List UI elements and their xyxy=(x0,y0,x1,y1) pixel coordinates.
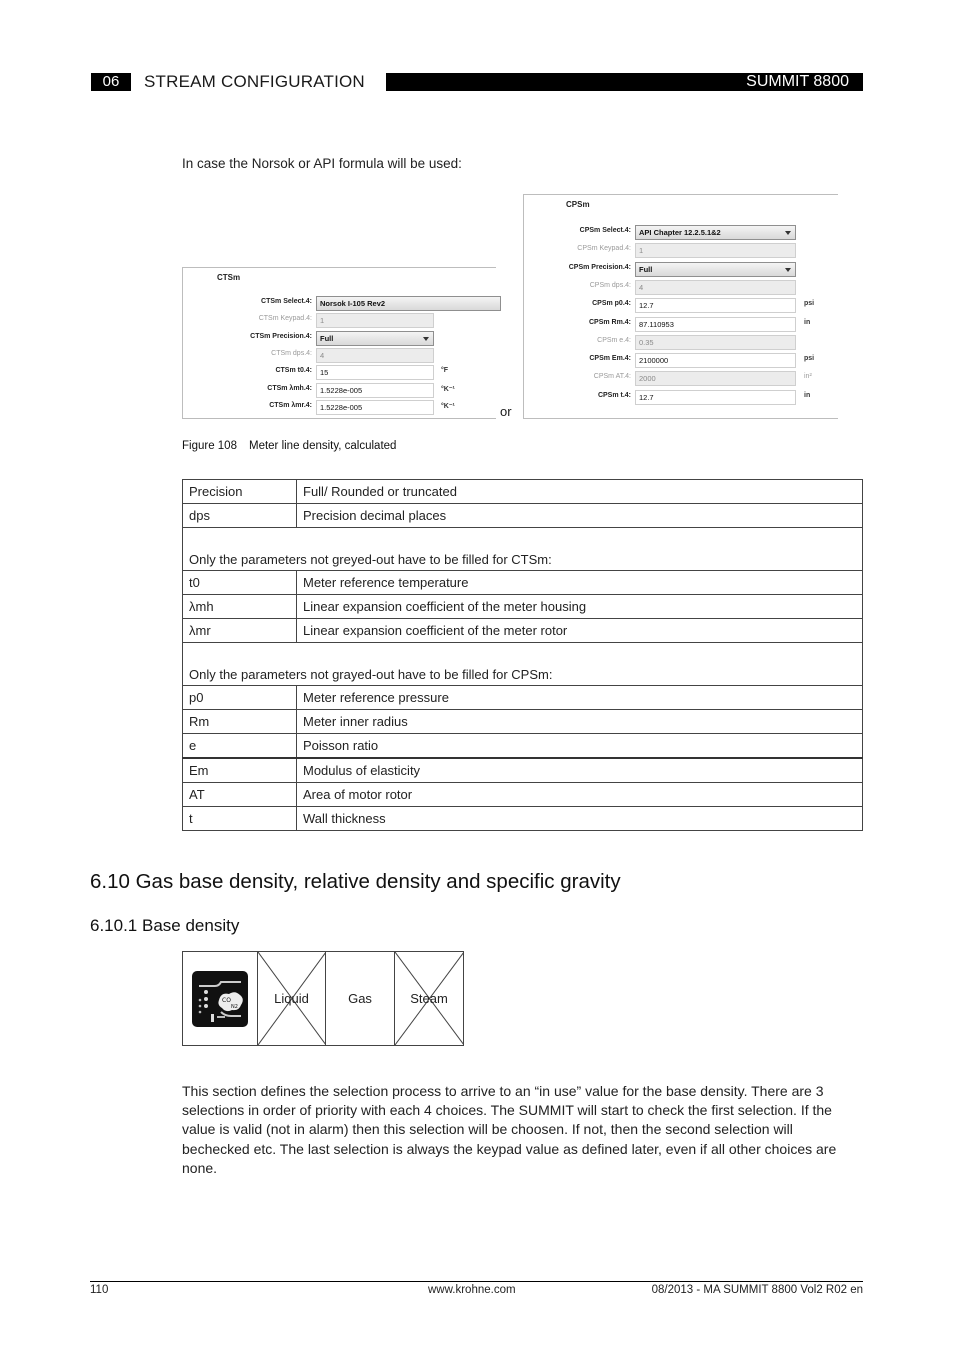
table-row xyxy=(183,504,863,528)
cps-input: 4 xyxy=(635,280,796,295)
chevron-down-icon xyxy=(785,231,791,235)
cps-unit-label: psi xyxy=(804,300,815,308)
parameter-description: Precision decimal places xyxy=(297,504,863,528)
cps-input: 2000 xyxy=(635,371,796,386)
cts-unit-label: °K⁻¹ xyxy=(441,402,455,410)
cps-panel-title: CPSm xyxy=(566,200,590,209)
cps-field-label: CPSm Precision.4: xyxy=(568,263,631,271)
cps-row xyxy=(524,243,838,258)
table-row xyxy=(183,807,863,831)
parameter-description: Linear expansion coefficient of the meter housing xyxy=(297,595,863,619)
parameter-symbol: AT xyxy=(183,783,297,807)
cts-input[interactable]: 1.5228e-005 xyxy=(316,400,434,415)
medium-label: Steam xyxy=(410,991,448,1006)
footer-rule xyxy=(90,1281,863,1282)
cps-field-label: CPSm Em.4: xyxy=(589,355,631,363)
parameter-symbol: Em xyxy=(183,758,297,783)
cps-row xyxy=(524,280,838,295)
cts-row xyxy=(183,348,496,363)
parameter-description: Area of motor rotor xyxy=(297,783,863,807)
parameter-symbol: t xyxy=(183,807,297,831)
subsection-heading: 6.10.1 Base density xyxy=(90,916,240,935)
table-row xyxy=(183,734,863,759)
cps-field-label: CPSm e.4: xyxy=(597,336,631,344)
cts-field-label: CTSm Precision.4: xyxy=(250,332,312,340)
section-heading: 6.10 Gas base density, relative density and specific gravity xyxy=(90,870,621,893)
medium-label: Gas xyxy=(348,991,372,1006)
figure-caption-text: Meter line density, calculated xyxy=(248,440,397,452)
parameter-description: Meter inner radius xyxy=(297,710,863,734)
parameter-symbol: dps xyxy=(183,504,297,528)
table-row xyxy=(183,686,863,710)
media-applicability-strip xyxy=(182,951,464,1046)
base-density-function-icon xyxy=(183,952,257,1045)
chapter-title: STREAM CONFIGURATION xyxy=(144,72,365,91)
cts-field-label: CTSm Select.4: xyxy=(261,298,312,305)
medium-gas-cell xyxy=(325,952,394,1045)
cts-unit-label: °K⁻¹ xyxy=(441,385,455,393)
parameter-description: Poisson ratio xyxy=(297,734,863,759)
cts-field-label: CTSm λmr.4: xyxy=(269,401,312,409)
body-paragraph: This section defines the selection process to arrive to an “in use” value for the base density. There are 3 selections in order of priority with each 4 choices. The SUMMIT will start to check the first selection. If the value is valid (not in alarm) then this selection will be choosen. If not, then the second selection will bechecked etc. The last selection is always the keypad value as defined later, even if all other choices are none. xyxy=(182,1083,837,1176)
parameter-description: Meter reference temperature xyxy=(297,571,863,595)
cps-row xyxy=(524,371,838,386)
table-row xyxy=(183,480,863,504)
medium-liquid-cell xyxy=(257,952,325,1045)
parameter-symbol: λmr xyxy=(183,619,297,643)
table-note: Only the parameters not greyed-out have to be filled for CTSm: xyxy=(183,528,863,571)
cts-input[interactable]: 15 xyxy=(316,365,434,380)
table-row xyxy=(183,758,863,783)
cts-input: 4 xyxy=(316,348,434,363)
cts-settings-screenshot xyxy=(182,267,496,419)
cts-field-label: CTSm Keypad.4: xyxy=(258,315,312,323)
svg-text:N2: N2 xyxy=(231,1003,238,1010)
chapter-number: 06 xyxy=(91,73,131,91)
cps-row xyxy=(524,225,838,240)
parameter-description: Modulus of elasticity xyxy=(297,758,863,783)
parameter-description: Linear expansion coefficient of the meter rotor xyxy=(297,619,863,643)
footer-website: www.krohne.com xyxy=(428,1284,516,1296)
cps-row xyxy=(524,262,838,277)
parameter-symbol: e xyxy=(183,734,297,759)
cts-row xyxy=(183,400,496,415)
cps-row xyxy=(524,335,838,350)
cps-unit-label: in xyxy=(804,318,811,326)
cps-row xyxy=(524,317,838,332)
cts-field-label: CTSm t0.4: xyxy=(275,367,312,375)
parameter-symbol: p0 xyxy=(183,686,297,710)
cps-unit-label: psi xyxy=(804,355,815,363)
cps-field-label: CPSm Rm.4: xyxy=(588,318,631,326)
cps-field-label: CPSm dps.4: xyxy=(589,281,631,289)
cps-input: 1 xyxy=(635,243,796,258)
cps-row xyxy=(524,298,838,313)
cps-input[interactable]: 12.7 xyxy=(635,298,796,313)
cps-unit-label: in² xyxy=(804,373,812,381)
table-row xyxy=(183,710,863,734)
cts-row xyxy=(183,313,496,328)
page-number: 110 xyxy=(90,1284,109,1296)
cps-dropdown[interactable]: API Chapter 12.2.5.1&2 xyxy=(635,225,796,240)
parameter-symbol: t0 xyxy=(183,571,297,595)
table-row xyxy=(183,783,863,807)
parameter-symbol: Rm xyxy=(183,710,297,734)
parameter-table xyxy=(182,479,863,831)
cps-field-label: CPSm p0.4: xyxy=(592,300,631,308)
cts-dropdown[interactable]: Full xyxy=(316,331,434,346)
cts-panel-title: CTSm xyxy=(217,273,241,282)
cts-field-label: CTSm dps.4: xyxy=(271,349,312,357)
cps-input[interactable]: 87.110953 xyxy=(635,317,796,332)
cps-field-label: CPSm Keypad.4: xyxy=(577,245,631,253)
medium-steam-cell xyxy=(394,952,463,1045)
cps-row xyxy=(524,390,838,405)
intro-text: In case the Norsok or API formula will be used: xyxy=(182,156,462,171)
cps-row xyxy=(524,353,838,368)
figure-caption xyxy=(182,440,396,452)
cts-row xyxy=(183,383,496,398)
cps-field-label: CPSm AT.4: xyxy=(593,373,631,381)
cps-input[interactable]: 12.7 xyxy=(635,390,796,405)
cps-field-label: CPSm t.4: xyxy=(597,391,631,399)
cps-settings-screenshot xyxy=(523,194,838,419)
medium-label: Liquid xyxy=(274,991,309,1006)
product-name-bar: SUMMIT 8800 xyxy=(386,73,863,91)
cts-field-label: CTSm λmh.4: xyxy=(267,384,312,392)
cps-field-label: CPSm Select.4: xyxy=(579,227,631,234)
cts-input[interactable]: 1.5228e-005 xyxy=(316,383,434,398)
cps-input: 0.35 xyxy=(635,335,796,350)
figure-number: Figure 108 xyxy=(182,440,237,452)
table-row xyxy=(183,571,863,595)
table-row xyxy=(183,595,863,619)
table-note: Only the parameters not grayed-out have to be filled for CPSm: xyxy=(183,643,863,686)
cts-row xyxy=(183,365,496,380)
parameter-description: Meter reference pressure xyxy=(297,686,863,710)
cts-row xyxy=(183,296,496,311)
cps-dropdown[interactable]: Full xyxy=(635,262,796,277)
cts-input: 1 xyxy=(316,313,434,328)
parameter-description: Full/ Rounded or truncated xyxy=(297,480,863,504)
footer-doc-reference: 08/2013 - MA SUMMIT 8800 Vol2 R02 en xyxy=(651,1284,863,1296)
or-label: or xyxy=(500,404,512,419)
chevron-down-icon xyxy=(423,337,429,341)
chevron-down-icon xyxy=(785,268,791,272)
cts-unit-label: °F xyxy=(441,367,449,375)
cts-row xyxy=(183,331,496,346)
cts-dropdown[interactable]: Norsok I-105 Rev2 xyxy=(316,296,501,311)
parameter-description: Wall thickness xyxy=(297,807,863,831)
table-row xyxy=(183,619,863,643)
parameter-symbol: λmh xyxy=(183,595,297,619)
cps-unit-label: in xyxy=(804,391,811,399)
cps-input[interactable]: 2100000 xyxy=(635,353,796,368)
parameter-symbol: Precision xyxy=(183,480,297,504)
table-note-row xyxy=(183,528,863,571)
svg-text:CO: CO xyxy=(222,996,231,1004)
table-note-row xyxy=(183,643,863,686)
